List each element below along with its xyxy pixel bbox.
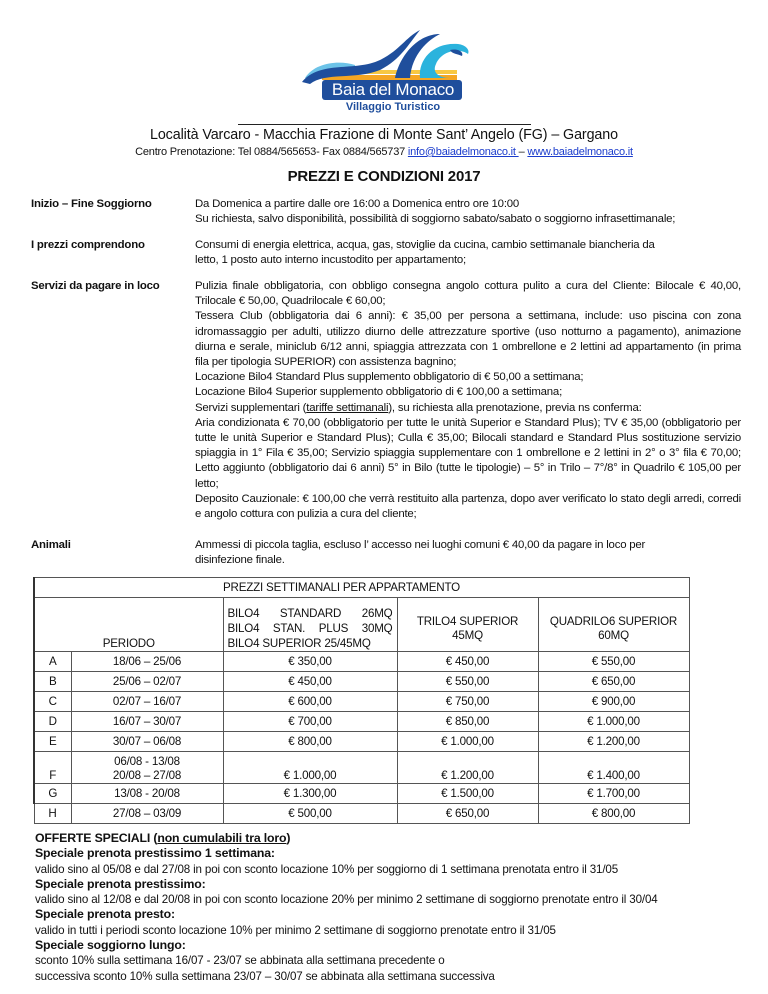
period-code: G [34,784,71,804]
offer-text: valido sino al 12/08 e dal 20/08 in poi con sconto locazione 20% per minimo 2 settimane di soggiorno prenotate entro il 30/04 [35,893,658,907]
period-code: A [34,652,71,672]
price-row [34,692,689,712]
price-cell: € 650,00 [397,804,538,824]
period-date-range: 02/07 – 16/07 [112,694,182,708]
condition-text: Tessera Club (obbligatoria dai 6 anni): € 35,00 per persona a settimana, include: uso piscina con zona idromassaggio per adulti, utilizzo diurno delle attrezzature sportive (uso notturno a pagamento), animazione diurna e serale, miniclub 6/12 anni, spiaggia attrezzata con 1 ombrellone e 2 lettini ad appartamento (in prima fila per tipologia SUPERIOR) con assistenza bagnino; [195,310,741,369]
period-dates [71,672,223,692]
price-cell: € 1.300,00 [223,784,397,804]
price-cell: € 600,00 [223,692,397,712]
column-header-trilo4 [397,598,538,652]
offers-heading-suffix: ) [286,831,291,845]
period-code: C [34,692,71,712]
price-cell: € 1.000,00 [223,752,397,784]
price-cell: € 850,00 [397,712,538,732]
offers-heading-prefix: OFFERTE SPECIALI ( [35,831,158,845]
offers-heading [35,831,755,846]
period-dates [71,652,223,672]
caption-spacer [34,578,223,598]
condition-text: Ammessi di piccola taglia, escluso l’ accesso nei luoghi comuni € 40,00 da pagare in loco per disinfezione finale. [195,539,646,567]
price-cell: € 750,00 [397,692,538,712]
period-date-range: 16/07 – 30/07 [112,714,182,728]
offer-title: Speciale prenota prestissimo 1 settimana: [35,846,275,861]
condition-text: Aria condizionata € 70,00 (obbligatorio per tutte le unità Superior e Standard Plus); TV € 35,00 (obbligatorio per tutte le unità Superior e Standard Plus); Culla € 35,00; Bilocali standard e Standard Plus sostituzione servizio spiaggia in 1° Fila € 35,00; Servizio spiaggia supplementare con 1 ombrellone e 2 lettini in 2° o 3° fila € 70,00; Letto aggiunto (obbligatorio dai 6 anni) 5° in Bilo (tutte le tipologie) – 5° in Trilo – 7°/8° in Quadrilo € 105,00 per letto; [195,416,741,490]
price-cell: € 550,00 [538,652,689,672]
weekly-price-table [33,577,690,824]
condition-label: Servizi da pagare in loco [31,280,160,292]
period-date-range: 06/08 - 13/08 [114,755,180,768]
offer-item [35,846,755,877]
offer-title: Speciale prenota prestissimo: [35,876,206,891]
price-row [34,752,689,784]
price-cell: € 350,00 [223,652,397,672]
table-caption: PREZZI SETTIMANALI PER APPARTAMENTO [223,578,689,598]
price-row [34,672,689,692]
offer-text: valido sino al 05/08 e dal 27/08 in poi con sconto locazione 10% per soggiorno di 1 settimana prenotata entro il 31/05 [35,862,619,876]
price-cell: € 500,00 [223,804,397,824]
condition-text: Su richiesta, salvo disponibilità, possibilità di soggiorno sabato/sabato o soggiorno infrasettimanale; [195,213,676,226]
column-header-line: BILO4 SUPERIOR 25/45MQ [227,637,371,650]
offer-item [35,877,755,908]
price-cell: € 450,00 [223,672,397,692]
website-link[interactable]: www.baiadelmonaco.it [527,146,633,158]
price-cell: € 1.200,00 [538,732,689,752]
period-code: E [34,732,71,752]
offer-item [35,938,755,984]
price-cell: € 800,00 [538,804,689,824]
price-cell: € 1.000,00 [538,712,689,732]
condition-prices-include [31,238,741,268]
column-header-line: BILO4 STANDARD 26MQ [227,607,393,620]
supplementary-services-intro [195,401,741,416]
price-row [34,712,689,732]
condition-label: I prezzi comprendono [31,239,145,251]
price-row [34,784,689,804]
price-cell: € 450,00 [397,652,538,672]
brand-tagline: Villaggio Turistico [345,101,441,113]
period-code: H [34,804,71,824]
contacts-separator: – [518,146,528,158]
price-cell: € 1.000,00 [397,732,538,752]
price-cell: € 550,00 [397,672,538,692]
offer-text: successiva sconto 10% sulla settimana 23/07 – 30/07 se abbinata alla settimana successiva [35,969,495,983]
period-date-range: 30/07 – 06/08 [112,734,182,748]
period-code: B [34,672,71,692]
period-dates [71,784,223,804]
offer-text: valido in tutti i periodi sconto locazione 10% per minimo 2 settimane di soggiorno prenotate entro il 31/05 [35,923,556,937]
brand-logo [300,20,475,115]
offer-title: Speciale prenota presto: [35,907,175,922]
contacts-line [0,146,768,158]
offer-text: sconto 10% sulla settimana 16/07 - 23/07 se abbinata alla settimana precedente o [35,954,445,968]
brand-name: Baia del Monaco [331,80,455,99]
period-date-range: 13/08 - 20/08 [114,786,180,800]
period-date-range: 27/08 – 03/09 [112,806,182,820]
contacts-phone-fax: Centro Prenotazione: Tel 0884/565653- Fax 0884/565737 [135,146,408,158]
period-header: PERIODO [34,598,223,652]
column-header-line: 45MQ [452,628,483,642]
condition-label: Animali [31,539,71,551]
period-date-range: 18/06 – 25/06 [112,654,182,668]
price-cell: € 650,00 [538,672,689,692]
supplementary-underlined: tariffe settimanali [306,401,389,414]
price-cell: € 1.500,00 [397,784,538,804]
price-cell: € 900,00 [538,692,689,712]
page-title: PREZZI E CONDIZIONI 2017 [287,168,481,185]
column-header-line: BILO4 STAN. PLUS 30MQ [227,622,393,635]
price-cell: € 1.400,00 [538,752,689,784]
price-cell: € 1.700,00 [538,784,689,804]
period-date-range: 25/06 – 02/07 [112,674,182,688]
period-dates [71,692,223,712]
price-cell: € 1.200,00 [397,752,538,784]
offers-heading-underlined: non cumulabili tra loro [157,831,287,845]
condition-text: Pulizia finale obbligatoria, con obbligo consegna angolo cottura pulito a cura del Cliente: Bilocale € 40,00, Trilocale € 50,00, Quadrilocale € 60,00; [195,280,741,308]
price-row [34,652,689,672]
condition-animals [31,538,741,568]
location-line: Località Varcaro - Macchia Frazione di Monte Sant’ Angelo (FG) – Gargano [149,127,618,143]
header-divider [238,124,531,125]
condition-text: Locazione Bilo4 Standard Plus supplemento obbligatorio di € 50,00 a settimana; [195,371,584,384]
price-row [34,732,689,752]
period-dates [71,712,223,732]
price-row [34,804,689,824]
column-header-line: TRILO4 SUPERIOR [416,614,519,628]
period-dates [71,732,223,752]
offer-title: Speciale soggiorno lungo: [35,938,186,953]
condition-text: Consumi di energia elettrica, acqua, gas, stoviglie da cucina, cambio settimanale biancheria da letto, 1 posto auto interno incustodito per appartamento; [195,239,655,267]
supplementary-prefix: Servizi supplementari ( [195,401,307,414]
condition-text: Locazione Bilo4 Superior supplemento obbligatorio di € 100,00 a settimana; [195,386,563,399]
column-header-bilo4 [223,598,397,652]
condition-label: Inizio – Fine Soggiorno [31,198,152,210]
special-offers [35,831,755,984]
price-cell: € 800,00 [223,732,397,752]
period-dates [71,804,223,824]
period-date-range: 20/08 – 27/08 [112,769,182,782]
offer-item [35,907,755,938]
period-code: D [34,712,71,732]
condition-stay-times [31,197,741,227]
condition-text: Da Domenica a partire dalle ore 16:00 a Domenica entro ore 10:00 [195,198,520,210]
column-header-line: QUADRILO6 SUPERIOR [549,614,678,628]
column-header-quadrilo6 [538,598,689,652]
condition-text: Deposito Cauzionale: € 100,00 che verrà restituito alla partenza, dopo aver verificato lo stato degli arredi, corredi e angolo cottura con pulizia a cura del cliente; [195,492,741,521]
email-link[interactable]: info@baiadelmonaco.it [407,146,519,158]
period-code: F [34,752,71,784]
supplementary-suffix: ), su richiesta alla prenotazione, previa ns conferma: [388,401,642,414]
column-header-line: 60MQ [598,628,629,642]
condition-local-services [31,279,741,522]
period-dates [71,752,223,784]
price-cell: € 700,00 [223,712,397,732]
